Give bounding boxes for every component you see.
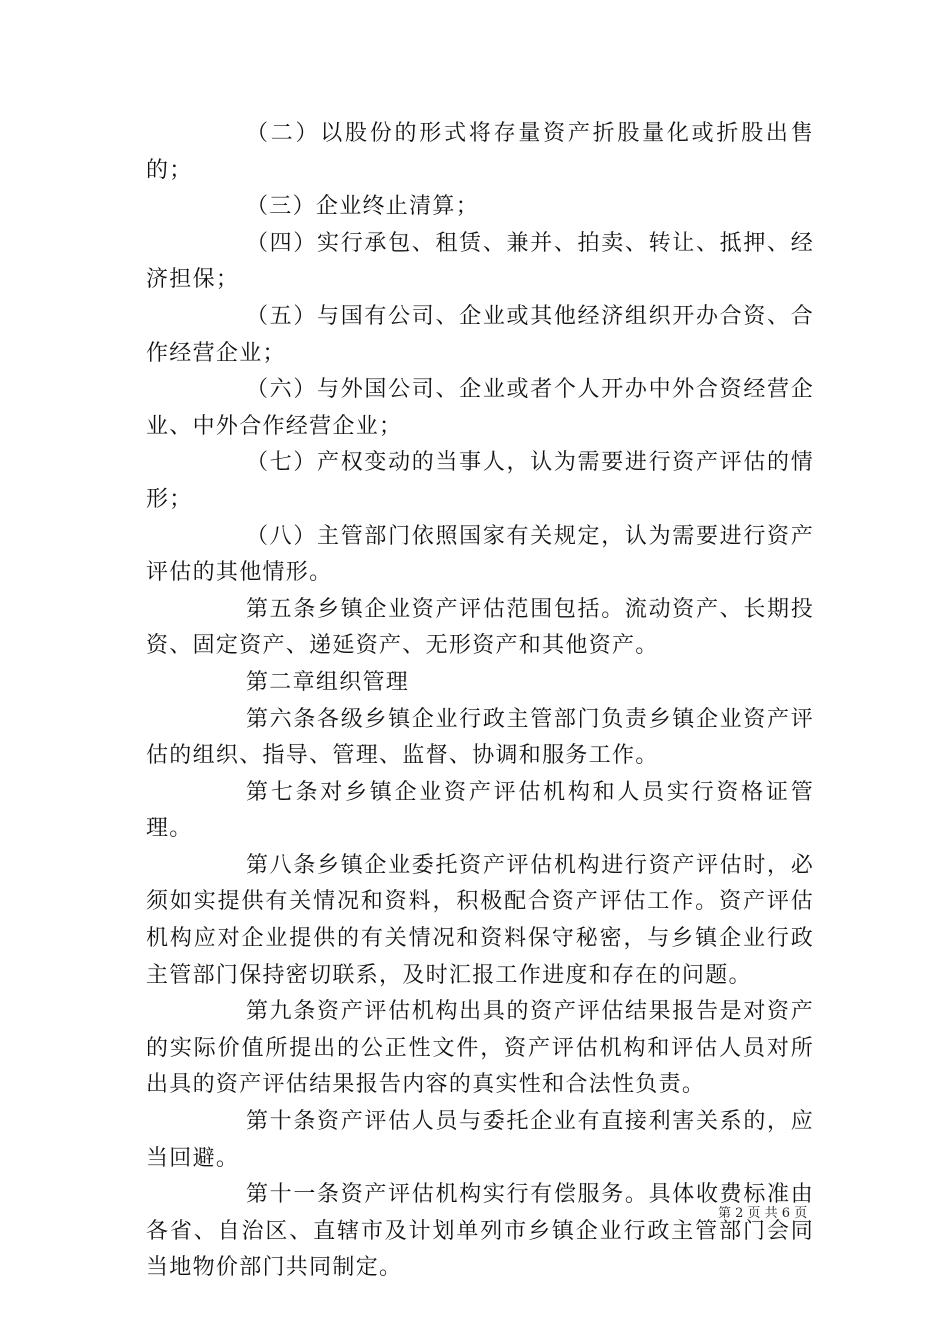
paragraph-item-5: （五）与国有公司、企业或其他经济组织开办合资、合作经营企业；: [146, 303, 814, 366]
page-number-footer: 第 2 页 共 6 页: [718, 1206, 808, 1221]
paragraph-item-6: （六）与外国公司、企业或者个人开办中外合资经营企业、中外合作经营企业；: [146, 377, 814, 439]
paragraph-item-3: （三）企业终止清算；: [246, 194, 480, 220]
article-9: 第九条资产评估机构出具的资产评估结果报告是对资产的实际价值所提出的公正性文件，资产评估机构和评估人员对所出具的资产评估结果报告内容的真实性和合法性负责。: [146, 999, 814, 1098]
article-5: 第五条乡镇企业资产评估范围包括。流动资产、长期投资、固定资产、递延资产、无形资产和其他资产。: [146, 596, 814, 659]
article-6: 第六条各级乡镇企业行政主管部门负责乡镇企业资产评估的组织、指导、管理、监督、协调和服务工作。: [146, 706, 814, 769]
article-10: 第十条资产评估人员与委托企业有直接利害关系的，应当回避。: [146, 1109, 814, 1171]
paragraph-item-2: （二）以股份的形式将存量资产折股量化或折股出售的；: [146, 121, 814, 183]
article-11: 第十一条资产评估机构实行有偿服务。具体收费标准由各省、自治区、直辖市及计划单列市乡镇企业行政主管部门会同当地物价部门共同制定。: [146, 1182, 814, 1281]
paragraph-item-8: （八）主管部门依照国家有关规定，认为需要进行资产评估的其他情形。: [146, 523, 814, 586]
paragraph-item-4: （四）实行承包、租赁、兼并、拍卖、转让、抵押、经济担保；: [146, 230, 814, 293]
article-7: 第七条对乡镇企业资产评估机构和人员实行资格证管理。: [146, 779, 814, 842]
document-body: [146, 116, 814, 1287]
article-8: 第八条乡镇企业委托资产评估机构进行资产评估时，必须如实提供有关情况和资料，积极配合资产评估工作。资产评估机构应对企业提供的有关情况和资料保守秘密，与乡镇企业行政主管部门保持密切联系，及时汇报工作进度和存在的问题。: [146, 852, 814, 988]
paragraph-item-7: （七）产权变动的当事人，认为需要进行资产评估的情形；: [146, 450, 814, 512]
chapter-2-heading: 第二章组织管理: [246, 669, 410, 695]
